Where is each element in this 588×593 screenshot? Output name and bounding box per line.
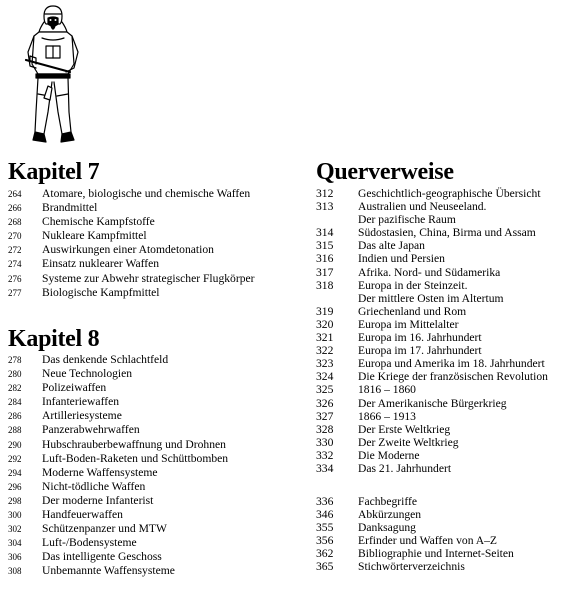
- entry-title: Systeme zur Abwehr strategischer Flugkörper: [42, 271, 255, 285]
- toc-entry: [316, 239, 548, 252]
- page-number: 286: [8, 411, 22, 422]
- toc-entry: [316, 187, 548, 200]
- page-number: 365: [316, 560, 334, 574]
- toc-entry: [316, 226, 548, 239]
- page-number: 318: [316, 278, 334, 292]
- toc-entry: [8, 243, 255, 257]
- toc-entry: [316, 436, 548, 449]
- page-number: 313: [316, 200, 334, 214]
- entry-title: Der Zweite Weltkrieg: [358, 435, 459, 449]
- toc-entry: [316, 344, 548, 357]
- page-number: 314: [316, 226, 334, 240]
- page-number: 315: [316, 239, 334, 253]
- toc-entry: [8, 257, 255, 271]
- page-number: 320: [316, 317, 334, 331]
- toc-entry: [8, 215, 255, 229]
- page-number: 266: [8, 203, 22, 214]
- entry-title: Hubschrauberbewaffnung und Drohnen: [42, 437, 226, 451]
- toc-entry: [316, 495, 514, 508]
- toc-entry: [8, 452, 228, 466]
- entry-title: 1816 – 1860: [358, 383, 416, 397]
- page-number: 327: [316, 409, 334, 423]
- page-number: 277: [8, 287, 22, 298]
- page-number: 278: [8, 355, 22, 365]
- page-number: 355: [316, 521, 334, 535]
- chapter-8-heading: Kapitel 8: [8, 326, 100, 352]
- entry-title: Südostasien, China, Birma und Assam: [358, 226, 536, 240]
- page-number: 336: [316, 495, 334, 508]
- page-number: 272: [8, 245, 22, 256]
- page-number: 323: [316, 357, 334, 371]
- entry-title: Moderne Waffensysteme: [42, 465, 158, 479]
- entry-title: Danksagung: [358, 521, 416, 535]
- page-number: 274: [8, 259, 22, 270]
- page-number: 276: [8, 273, 22, 284]
- entry-title: Abkürzungen: [358, 508, 422, 522]
- page-number: 280: [8, 369, 22, 380]
- toc-entry: [316, 357, 548, 370]
- entry-title: Brandmittel: [42, 201, 98, 215]
- page-number: 302: [8, 524, 22, 535]
- entry-title: Das denkende Schlachtfeld: [42, 353, 169, 366]
- entry-title: Nukleare Kampfmittel: [42, 229, 147, 243]
- page-number: 325: [316, 383, 334, 397]
- toc-entry: [8, 536, 228, 550]
- toc-entry: [8, 564, 228, 578]
- toc-entry: [8, 187, 255, 201]
- toc-entry: [8, 229, 255, 243]
- entry-title: Panzerabwehrwaffen: [42, 423, 140, 437]
- page-number: 326: [316, 396, 334, 410]
- toc-entry: [8, 423, 228, 437]
- appendix-list: [316, 495, 514, 574]
- entry-title: Neue Technologien: [42, 367, 133, 381]
- entry-title: Afrika. Nord- und Südamerika: [358, 265, 501, 279]
- page-number: 300: [8, 510, 22, 521]
- toc-entry: [316, 200, 548, 213]
- cross-references-heading: Querverweise: [316, 159, 454, 185]
- entry-title: Indien und Persien: [358, 252, 445, 266]
- entry-title: Die Kriege der französischen Revolution: [358, 370, 548, 384]
- toc-entry: [316, 449, 548, 462]
- toc-entry: [316, 252, 548, 265]
- page-number: 317: [316, 265, 334, 279]
- toc-entry: [8, 367, 228, 381]
- entry-title: Fachbegriffe: [358, 495, 418, 508]
- chapter-8-list: [8, 353, 228, 579]
- toc-entry: [8, 438, 228, 452]
- toc-entry: [316, 508, 514, 521]
- toc-entry: [316, 331, 548, 344]
- toc-entry: [316, 547, 514, 560]
- toc-entry: [316, 266, 548, 279]
- toc-entry: [316, 305, 548, 318]
- entry-title: Das alte Japan: [358, 239, 425, 253]
- entry-title: Schützenpanzer und MTW: [42, 522, 167, 536]
- entry-title: Stichwörterverzeichnis: [358, 560, 465, 574]
- entry-title: Einsatz nuklearer Waffen: [42, 257, 160, 271]
- entry-title: Europa und Amerika im 18. Jahrhundert: [358, 357, 545, 371]
- toc-entry: [316, 397, 548, 410]
- toc-entry: [8, 381, 228, 395]
- page-number: 264: [8, 189, 22, 199]
- page-number: 306: [8, 552, 22, 563]
- entry-title: Geschichtlich-geographische Übersicht: [358, 187, 541, 200]
- entry-title: Der moderne Infanterist: [42, 493, 154, 507]
- page-number: 362: [316, 547, 334, 561]
- page-number: 290: [8, 439, 22, 450]
- soldier-illustration-icon: [22, 2, 84, 150]
- entry-title: Das intelligente Geschoss: [42, 550, 162, 564]
- page-number: 304: [8, 538, 22, 549]
- toc-entry: [316, 213, 548, 226]
- page-number: 312: [316, 187, 334, 200]
- chapter-7-heading: Kapitel 7: [8, 159, 100, 185]
- toc-entry: [8, 480, 228, 494]
- entry-title: Die Moderne: [358, 448, 420, 462]
- entry-title: Atomare, biologische und chemische Waffen: [42, 187, 251, 200]
- page-number: 268: [8, 217, 22, 228]
- entry-title: Der mittlere Osten im Altertum: [358, 291, 504, 305]
- cross-references-list: [316, 187, 548, 475]
- entry-title: Nicht-tödliche Waffen: [42, 479, 146, 493]
- toc-entry: [316, 521, 514, 534]
- page-number: 319: [316, 304, 334, 318]
- page-number: 330: [316, 435, 334, 449]
- entry-title: Infanteriewaffen: [42, 395, 120, 409]
- toc-entry: [8, 522, 228, 536]
- toc-entry: [316, 318, 548, 331]
- toc-entry: [316, 279, 548, 292]
- page-number: 288: [8, 425, 22, 436]
- page-number: 284: [8, 397, 22, 408]
- toc-entry: [8, 201, 255, 215]
- toc-entry: [8, 353, 228, 367]
- entry-title: Europa im Mittelalter: [358, 317, 459, 331]
- toc-entry: [316, 292, 548, 305]
- toc-entry: [8, 395, 228, 409]
- entry-title: Europa in der Steinzeit.: [358, 278, 468, 292]
- page-number: 298: [8, 495, 22, 506]
- entry-title: Polizeiwaffen: [42, 381, 107, 395]
- page-number: 316: [316, 252, 334, 266]
- entry-title: 1866 – 1913: [358, 409, 416, 423]
- entry-title: Griechenland und Rom: [358, 304, 467, 318]
- toc-entry: [8, 550, 228, 564]
- page-number: 356: [316, 534, 334, 548]
- entry-title: Australien und Neuseeland.: [358, 200, 487, 214]
- page-number: 270: [8, 231, 22, 242]
- toc-entry: [8, 494, 228, 508]
- toc-entry: [316, 462, 548, 475]
- toc-entry: [316, 410, 548, 423]
- toc-entry: [8, 409, 228, 423]
- page-number: 334: [316, 461, 334, 475]
- toc-entry: [316, 383, 548, 396]
- entry-title: Der pazifische Raum: [358, 213, 456, 227]
- entry-title: Luft-Boden-Raketen und Schüttbomben: [42, 451, 229, 465]
- entry-title: Chemische Kampfstoffe: [42, 215, 155, 229]
- entry-title: Handfeuerwaffen: [42, 508, 123, 522]
- page-number: 321: [316, 331, 334, 345]
- entry-title: Auswirkungen einer Atomdetonation: [42, 243, 214, 257]
- entry-title: Der Amerikanische Bürgerkrieg: [358, 396, 507, 410]
- page-number: 294: [8, 467, 22, 478]
- entry-title: Europa im 16. Jahrhundert: [358, 331, 482, 345]
- toc-entry: [8, 272, 255, 286]
- page-number: 308: [8, 566, 22, 577]
- toc-entry: [316, 423, 548, 436]
- entry-title: Bibliographie und Internet-Seiten: [358, 547, 514, 561]
- toc-entry: [8, 466, 228, 480]
- toc-entry: [316, 560, 514, 573]
- page-number: 296: [8, 481, 22, 492]
- page-number: 322: [316, 344, 334, 358]
- page-number: 332: [316, 448, 334, 462]
- entry-title: Das 21. Jahrhundert: [358, 461, 452, 475]
- entry-title: Artilleriesysteme: [42, 409, 122, 423]
- entry-title: Unbemannte Waffensysteme: [42, 564, 175, 578]
- toc-entry: [8, 286, 255, 300]
- page-number: 292: [8, 453, 22, 464]
- entry-title: Der Erste Weltkrieg: [358, 422, 451, 436]
- toc-entry: [316, 534, 514, 547]
- page-number: 346: [316, 508, 334, 522]
- chapter-7-list: [8, 187, 255, 300]
- entry-title: Europa im 17. Jahrhundert: [358, 344, 482, 358]
- toc-entry: [316, 370, 548, 383]
- page-number: 328: [316, 422, 334, 436]
- entry-title: Erfinder und Waffen von A–Z: [358, 534, 498, 548]
- entry-title: Luft-/Bodensysteme: [42, 536, 137, 550]
- entry-title: Biologische Kampfmittel: [42, 285, 160, 299]
- page-number: 282: [8, 383, 22, 394]
- page-number: 324: [316, 370, 334, 384]
- toc-entry: [8, 508, 228, 522]
